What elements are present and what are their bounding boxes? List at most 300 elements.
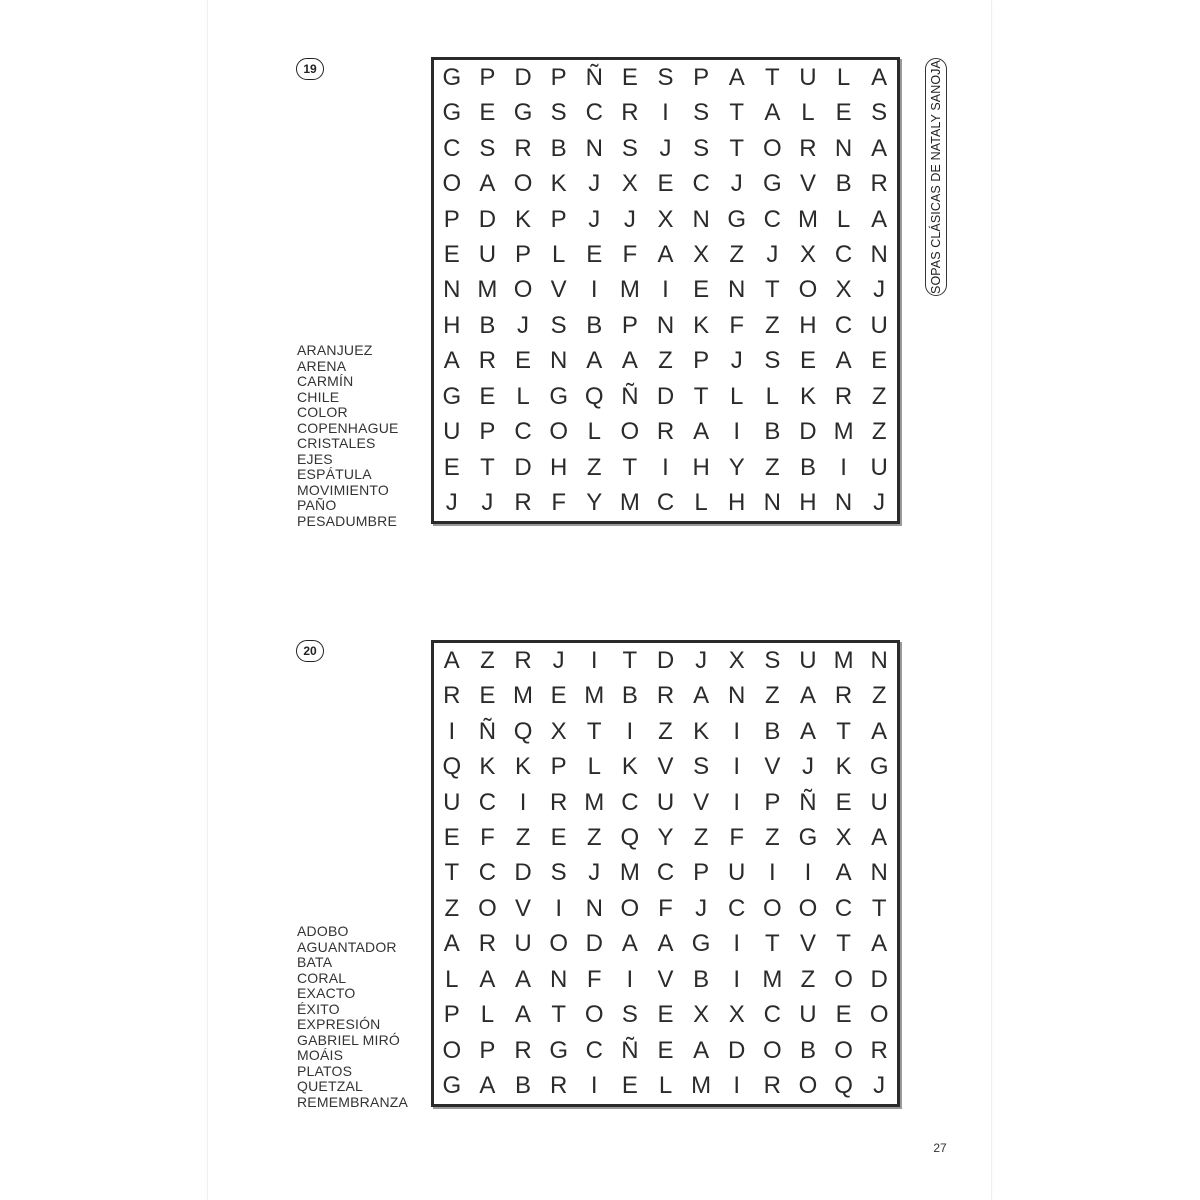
grid-letter: C (585, 99, 603, 127)
grid-letter: X (657, 205, 674, 233)
grid-letter: P (479, 418, 496, 446)
grid-letter: R (514, 646, 532, 674)
grid-letter: I (448, 717, 456, 745)
grid-letter: C (834, 894, 853, 922)
grid-letter: G (691, 930, 711, 958)
grid-letter: S (550, 99, 567, 127)
grid-letter: P (479, 1036, 496, 1064)
word-list-item: EJES (297, 450, 333, 467)
grid-letter: A (657, 241, 674, 269)
grid-letter: L (765, 382, 780, 410)
grid-letter: B (621, 682, 638, 710)
grid-letter: N (443, 276, 461, 304)
grid-letter: M (584, 682, 605, 710)
grid-letter: M (619, 489, 640, 517)
grid-letter: S (693, 753, 710, 781)
grid-letter: A (871, 717, 888, 745)
grid-letter: A (443, 930, 460, 958)
grid-letter: R (478, 347, 497, 375)
grid-letter: Ñ (585, 63, 603, 91)
grid-letter: A (835, 347, 852, 375)
word-list-item: MOÁIS (297, 1047, 344, 1063)
grid-letter: O (620, 894, 640, 922)
page-number: 27 (933, 1141, 947, 1155)
grid-letter: U (870, 311, 888, 339)
grid-letter: N (834, 134, 853, 162)
grid-letter: O (549, 930, 568, 958)
grid-letter: E (479, 682, 496, 710)
grid-letter: V (799, 170, 816, 198)
grid-letter: M (833, 418, 854, 446)
grid-letter: N (549, 965, 568, 993)
grid-letter: A (621, 347, 638, 375)
grid-letter: T (765, 276, 780, 304)
grid-letter: A (586, 347, 603, 375)
grid-letter: U (443, 418, 461, 446)
grid-letter: O (620, 418, 640, 446)
grid-letter: S (550, 859, 567, 887)
grid-letter: K (515, 753, 532, 781)
grid-letter: Ñ (478, 717, 497, 745)
grid-letter: N (870, 241, 888, 269)
grid-letter: Ñ (621, 382, 639, 410)
grid-letter: Q (513, 717, 533, 745)
grid-letter: U (870, 788, 888, 816)
grid-letter: A (835, 859, 852, 887)
grid-letter: Z (480, 646, 495, 674)
grid-letter: Q (620, 824, 640, 852)
grid-letter: G (442, 1072, 462, 1100)
grid-letter: J (873, 1072, 886, 1100)
grid-letter: G (727, 205, 747, 233)
word-list-item: ÉXITO (297, 1000, 340, 1017)
grid-letter: A (871, 205, 888, 233)
grid-letter: Y (657, 824, 674, 852)
grid-letter: T (480, 453, 495, 481)
grid-letter: I (662, 99, 669, 127)
grid-letter: N (728, 276, 746, 304)
grid-letter: H (692, 453, 710, 481)
word-list-item: PESADUMBRE (297, 512, 398, 529)
grid-letter: A (871, 824, 888, 852)
grid-letter: Q (834, 1072, 853, 1100)
grid-letter: E (657, 170, 674, 198)
grid-letter: I (555, 894, 562, 922)
grid-letter: L (445, 965, 459, 993)
grid-letter: E (443, 453, 460, 481)
grid-letter: S (621, 1001, 638, 1029)
grid-letter: V (657, 965, 674, 993)
grid-letter: E (657, 1036, 674, 1064)
grid-letter: A (479, 965, 496, 993)
grid-letter: F (551, 489, 566, 517)
grid-letter: N (692, 205, 710, 233)
grid-letter: V (764, 753, 781, 781)
grid-letter: F (586, 965, 602, 993)
word-list-item: CORAL (297, 969, 347, 986)
grid-letter: D (514, 453, 532, 481)
grid-letter: X (835, 276, 852, 304)
grid-letter: B (764, 717, 781, 745)
grid-letter: B (799, 453, 816, 481)
grid-letter: A (728, 63, 745, 91)
grid-letter: N (728, 682, 746, 710)
grid-letter: A (515, 1001, 532, 1029)
grid-letter: L (730, 382, 744, 410)
grid-letter: M (691, 1072, 712, 1100)
grid-letter: T (586, 717, 602, 745)
grid-letter: N (870, 646, 888, 674)
grid-letter: I (662, 276, 669, 304)
grid-letter: D (514, 63, 532, 91)
grid-letter: T (622, 453, 638, 481)
grid-letter: P (550, 753, 567, 781)
grid-letter: D (585, 930, 603, 958)
grid-letter: T (836, 930, 851, 958)
grid-letter: G (442, 63, 462, 91)
grid-letter: R (656, 418, 675, 446)
grid-letter: S (693, 99, 710, 127)
grid-letter: P (443, 1001, 460, 1029)
grid-letter: J (552, 646, 565, 674)
grid-letter: I (662, 453, 669, 481)
grid-letter: M (762, 965, 783, 993)
grid-letter: M (619, 859, 640, 887)
grid-letter: E (835, 99, 852, 127)
grid-letter: I (769, 859, 776, 887)
grid-letter: I (733, 1072, 741, 1100)
grid-letter: A (871, 63, 888, 91)
grid-letter: C (834, 311, 853, 339)
grid-letter: C (621, 788, 639, 816)
grid-letter: B (693, 965, 710, 993)
grid-letter: L (551, 241, 566, 269)
grid-letter: R (478, 930, 497, 958)
word-list-item: COPENHAGUE (297, 419, 399, 436)
grid-letter: J (730, 170, 743, 198)
grid-letter: I (733, 965, 741, 993)
grid-letter: Z (871, 418, 887, 446)
grid-letter: V (693, 788, 710, 816)
grid-letter: C (763, 205, 781, 233)
grid-letter: C (443, 134, 461, 162)
grid-letter: U (514, 930, 532, 958)
grid-letter: J (623, 205, 636, 233)
grid-letter: T (729, 134, 745, 162)
side-title-badge (925, 58, 947, 296)
grid-letter: I (733, 753, 741, 781)
word-list-item: CARMÍN (297, 373, 354, 389)
grid-letter: Z (765, 824, 780, 852)
grid-letter: G (869, 753, 889, 781)
grid-letter: J (588, 859, 601, 887)
grid-letter: O (513, 276, 533, 304)
grid-letter: J (801, 753, 814, 781)
word-list-item: MOVIMIENTO (297, 481, 389, 498)
grid-letter: U (870, 453, 888, 481)
grid-letter: E (835, 1001, 852, 1029)
grid-letter: K (479, 753, 496, 781)
grid-letter: J (695, 646, 708, 674)
grid-letter: R (834, 382, 853, 410)
grid-letter: C (763, 1001, 781, 1029)
grid-letter: U (443, 788, 461, 816)
grid-letter: I (840, 453, 847, 481)
grid-letter: E (479, 99, 496, 127)
grid-letter: X (693, 241, 710, 269)
grid-letter: X (550, 717, 567, 745)
grid-letter: I (733, 418, 741, 446)
grid-letter: N (656, 311, 675, 339)
puzzle-number-20: 20 (296, 640, 324, 662)
grid-letter: F (480, 824, 495, 852)
grid-letter: K (693, 311, 710, 339)
grid-letter: A (443, 347, 460, 375)
grid-letter: K (550, 170, 567, 198)
grid-letter: J (695, 894, 708, 922)
grid-letter: S (550, 311, 567, 339)
grid-letter: O (798, 894, 818, 922)
grid-letter: P (550, 63, 567, 91)
grid-letter: X (728, 646, 745, 674)
grid-letter: I (519, 788, 527, 816)
grid-letter: L (480, 1001, 495, 1029)
grid-letter: A (871, 930, 888, 958)
grid-letter: R (870, 170, 888, 198)
grid-letter: K (693, 717, 710, 745)
grid-letter: G (442, 99, 462, 127)
grid-letter: O (763, 134, 782, 162)
grid-letter: A (764, 99, 781, 127)
grid-letter: D (478, 205, 497, 233)
grid-letter: I (733, 788, 741, 816)
grid-letter: A (621, 930, 638, 958)
grid-letter: Z (871, 682, 887, 710)
grid-letter: J (873, 276, 886, 304)
grid-letter: A (799, 682, 816, 710)
grid-letter: A (657, 930, 674, 958)
grid-letter: R (834, 682, 853, 710)
letter-grid-20 (431, 640, 900, 1107)
grid-letter: J (588, 170, 601, 198)
grid-letter: U (656, 788, 675, 816)
grid-letter: U (799, 646, 817, 674)
grid-letter: D (870, 965, 888, 993)
grid-letter: I (733, 717, 741, 745)
grid-letter: T (729, 99, 745, 127)
grid-letter: P (515, 241, 532, 269)
word-list-item: ADOBO (297, 923, 349, 939)
grid-letter: P (550, 205, 567, 233)
grid-letter: I (590, 646, 598, 674)
grid-letter: T (836, 717, 851, 745)
grid-letter: V (515, 894, 532, 922)
grid-letter: X (799, 241, 816, 269)
grid-letter: Z (729, 241, 745, 269)
grid-letter: J (730, 347, 743, 375)
grid-letter: H (443, 311, 461, 339)
grid-letter: U (799, 1001, 817, 1029)
grid-letter: L (516, 382, 530, 410)
grid-letter: G (763, 170, 782, 198)
grid-letter: H (799, 489, 817, 517)
grid-letter: X (835, 824, 852, 852)
grid-letter: N (834, 489, 853, 517)
grid-letter: E (479, 382, 496, 410)
grid-letter: O (798, 1072, 818, 1100)
grid-letter: O (549, 418, 568, 446)
grid-letter: M (833, 646, 854, 674)
grid-letter: M (477, 276, 498, 304)
grid-letter: Y (728, 453, 745, 481)
grid-letter: Z (871, 382, 887, 410)
grid-letter: N (549, 347, 568, 375)
grid-letter: T (871, 894, 887, 922)
grid-letter: E (621, 63, 638, 91)
grid-letter: J (766, 241, 779, 269)
grid-letter: J (517, 311, 530, 339)
grid-letter: M (619, 276, 640, 304)
grid-letter: Ñ (621, 1036, 639, 1064)
grid-letter: R (656, 682, 675, 710)
grid-letter: S (479, 134, 496, 162)
grid-letter: C (656, 489, 675, 517)
grid-letter: O (763, 1036, 782, 1064)
grid-letter: A (479, 1072, 496, 1100)
grid-letter: K (799, 382, 816, 410)
grid-letter: A (871, 134, 888, 162)
grid-letter: E (515, 347, 532, 375)
grid-letter: K (835, 753, 852, 781)
word-list-item: ESPÁTULA (297, 466, 372, 482)
grid-letter: S (871, 99, 888, 127)
grid-letter: X (693, 1001, 710, 1029)
grid-letter: E (657, 1001, 674, 1029)
grid-letter: J (659, 134, 672, 162)
grid-letter: O (834, 965, 853, 993)
word-list-item: COLOR (297, 404, 348, 420)
grid-letter: H (549, 453, 568, 481)
grid-letter: T (444, 859, 460, 887)
grid-letter: T (765, 63, 780, 91)
grid-letter: L (836, 63, 851, 91)
word-list-item: AGUANTADOR (297, 938, 397, 955)
grid-letter: J (588, 205, 601, 233)
grid-letter: U (478, 241, 497, 269)
grid-letter: S (693, 134, 710, 162)
grid-letter: R (443, 682, 461, 710)
grid-letter: F (729, 824, 745, 852)
grid-letter: D (799, 418, 817, 446)
grid-letter: P (693, 63, 710, 91)
grid-letter: B (586, 311, 603, 339)
grid-letter: C (514, 418, 532, 446)
grid-letter: Z (586, 824, 602, 852)
grid-letter: I (590, 276, 598, 304)
grid-letter: E (835, 788, 852, 816)
side-title: SOPAS CLÁSICAS DE NATALY SANOJA (929, 60, 943, 294)
word-list-item: PAÑO (297, 497, 337, 513)
grid-letter: I (626, 717, 634, 745)
grid-letter: P (443, 205, 460, 233)
grid-letter: D (728, 1036, 746, 1064)
word-list-item: QUETZAL (297, 1078, 363, 1094)
grid-letter: N (870, 859, 888, 887)
grid-letter: O (763, 894, 782, 922)
grid-letter: K (621, 753, 638, 781)
grid-letter: Z (515, 824, 531, 852)
grid-letter: H (799, 311, 817, 339)
grid-letter: B (515, 1072, 532, 1100)
grid-letter: C (834, 241, 853, 269)
grid-letter: Z (765, 453, 780, 481)
grid-letter: B (835, 170, 852, 198)
grid-letter: S (764, 646, 781, 674)
grid-letter: D (656, 382, 675, 410)
grid-letter: D (656, 646, 675, 674)
word-list-item: ARANJUEZ (297, 342, 373, 358)
grid-letter: C (585, 1036, 603, 1064)
grid-letter: V (799, 930, 816, 958)
grid-letter: X (621, 170, 638, 198)
grid-letter: Z (693, 824, 709, 852)
grid-letter: S (764, 347, 781, 375)
grid-letter: P (693, 859, 710, 887)
grid-letter: E (443, 824, 460, 852)
grid-letter: Y (586, 489, 603, 517)
grid-letter: A (799, 717, 816, 745)
grid-letter: F (658, 894, 673, 922)
grid-letter: Z (658, 347, 673, 375)
grid-letter: G (442, 382, 462, 410)
grid-letter: B (764, 418, 781, 446)
grid-letter: V (657, 753, 674, 781)
grid-letter: G (549, 1036, 568, 1064)
grid-letter: C (478, 859, 497, 887)
grid-letter: R (870, 1036, 888, 1064)
grid-letter: V (550, 276, 567, 304)
word-list-item: PLATOS (297, 1062, 353, 1079)
grid-letter: B (799, 1036, 816, 1064)
grid-letter: A (443, 646, 460, 674)
grid-letter: R (621, 99, 639, 127)
grid-letter: A (515, 965, 532, 993)
grid-letter: D (514, 859, 532, 887)
grid-letter: L (587, 418, 601, 446)
grid-letter: P (764, 788, 781, 816)
word-list-item: EXPRESIÓN (297, 1016, 381, 1032)
grid-letter: T (693, 382, 709, 410)
grid-letter: N (585, 894, 603, 922)
grid-letter: P (479, 63, 496, 91)
grid-letter: G (513, 99, 533, 127)
grid-letter: N (585, 134, 603, 162)
grid-letter: E (693, 276, 710, 304)
grid-letter: T (551, 1001, 566, 1029)
grid-letter: R (799, 134, 817, 162)
word-list-item: EXACTO (297, 985, 356, 1001)
grid-letter: Z (765, 311, 780, 339)
grid-letter: E (550, 682, 567, 710)
grid-letter: R (763, 1072, 781, 1100)
grid-letter: I (733, 930, 741, 958)
word-list-item: BATA (297, 954, 333, 970)
grid-letter: C (478, 788, 497, 816)
grid-letter: M (797, 205, 818, 233)
grid-letter: Z (586, 453, 602, 481)
grid-letter: T (622, 646, 638, 674)
grid-letter: B (479, 311, 496, 339)
